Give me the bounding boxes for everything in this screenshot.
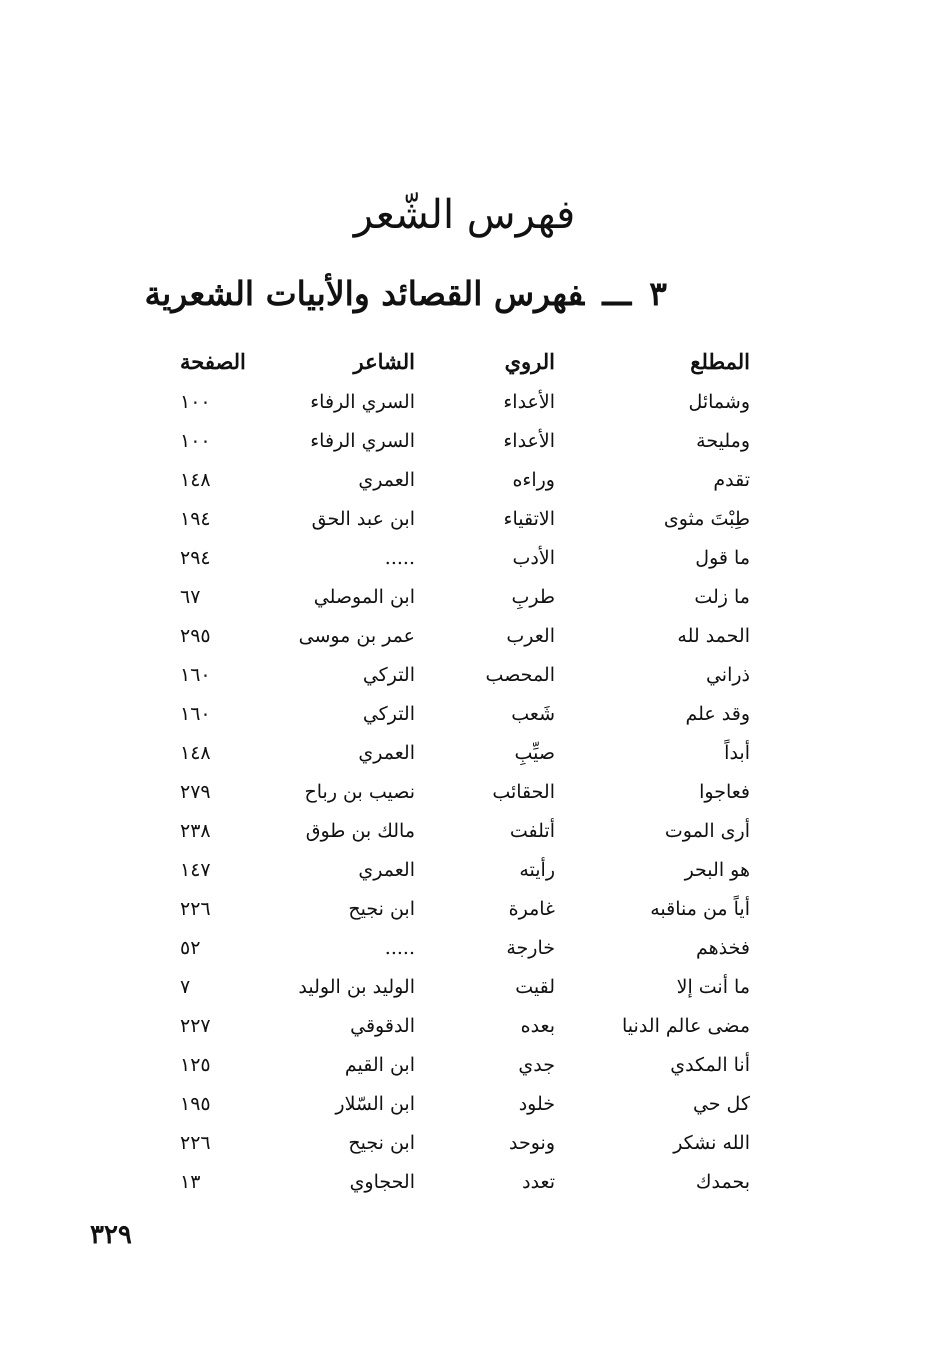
cell-opening: طِبْتَ مثوى [663,507,750,530]
cell-opening: ما زلت [694,585,750,608]
table-row [140,811,750,850]
cell-page: ١٩٤ [180,507,211,530]
column-header-poet: الشاعر [353,348,415,374]
cell-page: ١٠٠ [180,390,211,413]
cell-rhyme: بعده [520,1014,555,1037]
cell-poet: العمري [358,741,415,764]
table-row [140,538,750,577]
table-row [140,421,750,460]
table-row [140,889,750,928]
column-header-page: الصفحة [180,348,246,374]
cell-page: ٢٩٥ [180,624,211,647]
cell-poet: ابن الموصلي [313,585,415,608]
cell-page: ١٦٠ [180,702,211,725]
cell-rhyme: غامرة [508,897,555,920]
cell-opening: ما قول [695,546,750,569]
cell-rhyme: تعدد [522,1170,555,1193]
cell-poet: العمري [358,468,415,491]
cell-poet: العمري [358,858,415,881]
cell-rhyme: صيِّبِ [514,741,555,764]
table-header-row [140,340,750,382]
cell-rhyme: الأعداء [503,390,555,413]
cell-poet: مالك بن طوق [305,819,415,842]
cell-page: ١٦٠ [180,663,211,686]
table-row [140,655,750,694]
cell-page: ١٣ [180,1170,201,1193]
table-row [140,733,750,772]
table-row [140,382,750,421]
cell-rhyme: الاتقياء [503,507,555,530]
cell-page: ٥٢ [180,936,201,959]
cell-rhyme: شَعب [511,702,555,725]
cell-rhyme: خارجة [506,936,555,959]
table-row [140,1006,750,1045]
cell-page: ١٤٨ [180,741,211,764]
table-row [140,928,750,967]
section-number: ٣ [649,274,667,313]
cell-page: ٢٢٦ [180,897,211,920]
cell-opening: هو البحر [684,858,750,881]
table-row [140,1084,750,1123]
cell-opening: فخذهم [696,936,750,959]
cell-opening: أبداً [724,741,750,764]
cell-opening: تقدم [713,468,750,491]
cell-rhyme: جدي [518,1053,555,1076]
table-row [140,1123,750,1162]
cell-opening: الحمد لله [677,624,750,647]
page-number: ٣٢٩ [90,1220,132,1250]
table-row [140,967,750,1006]
cell-opening: وشمائل [688,390,750,413]
cell-rhyme: الحقائب [492,780,555,803]
cell-page: ٢٧٩ [180,780,211,803]
cell-poet: التركي [362,663,415,686]
cell-rhyme: وراءه [512,468,555,491]
cell-rhyme: الأعداء [503,429,555,452]
cell-page: ١٩٥ [180,1092,211,1115]
cell-poet: السري الرفاء [310,390,415,413]
cell-rhyme: لقيت [515,975,555,998]
cell-poet: نصيب بن رباح [304,780,415,803]
cell-opening: ما أنت إلا [676,975,750,998]
cell-rhyme: رأيته [519,858,555,881]
table-body [140,382,750,1201]
cell-poet: الوليد بن الوليد [298,975,415,998]
cell-opening: أرى الموت [664,819,750,842]
cell-poet: الحجاوي [349,1170,415,1193]
table-row [140,460,750,499]
table-row [140,577,750,616]
cell-rhyme: ونوحد [509,1131,555,1154]
table-row [140,1045,750,1084]
cell-page: ٦٧ [180,585,201,608]
section-title [144,268,667,320]
cell-opening: فعاجوا [699,780,750,803]
cell-page: ١٤٨ [180,468,211,491]
section-title-text: فهرس القصائد والأبيات الشعرية [144,274,585,313]
cell-page: ٧ [180,975,191,998]
cell-page: ٢٣٨ [180,819,211,842]
cell-poet: السري الرفاء [310,429,415,452]
cell-rhyme: طربِ [511,585,555,608]
cell-opening: وقد علم [685,702,750,725]
cell-rhyme: خلود [518,1092,555,1115]
cell-opening: ومليحة [696,429,750,452]
column-header-opening: المطلع [690,348,750,374]
table-row [140,1162,750,1201]
cell-rhyme: العرب [506,624,555,647]
table-row [140,694,750,733]
section-dash: ـــ [602,274,632,313]
cell-poet: ابن القيم [344,1053,415,1076]
cell-rhyme: الأدب [512,546,555,569]
cell-page: ٢٢٧ [180,1014,211,1037]
table-row [140,616,750,655]
cell-opening: أياً من مناقبه [650,897,750,920]
cell-poet: التركي [362,702,415,725]
table-row [140,850,750,889]
cell-opening: كل حي [692,1092,750,1115]
cell-poet: ابن السّلار [335,1092,415,1115]
cell-opening: أنا المكدي [670,1053,750,1076]
column-header-rhyme: الروي [504,348,555,374]
cell-page: ١٢٥ [180,1053,211,1076]
cell-opening: الله نشكر [673,1131,750,1154]
cell-poet: ..... [384,936,415,959]
table-row [140,499,750,538]
cell-poet: ابن عبد الحق [311,507,415,530]
poetry-index-table [140,340,750,1201]
cell-page: ١٤٧ [180,858,211,881]
cell-poet: ..... [384,546,415,569]
cell-page: ٢٢٦ [180,1131,211,1154]
cell-page: ١٠٠ [180,429,211,452]
table-row [140,772,750,811]
cell-page: ٢٩٤ [180,546,211,569]
cell-poet: عمر بن موسى [298,624,415,647]
cell-poet: ابن نجيح [348,897,415,920]
cell-rhyme: المحصب [485,663,555,686]
cell-opening: مضى عالم الدنيا [622,1014,750,1037]
cell-rhyme: أتلفت [509,819,555,842]
cell-poet: الدقوقي [350,1014,415,1037]
cell-poet: ابن نجيح [348,1131,415,1154]
cell-opening: ذراني [705,663,750,686]
main-title: فهرس الشّعر [353,192,576,238]
cell-opening: بحمدك [695,1170,750,1193]
